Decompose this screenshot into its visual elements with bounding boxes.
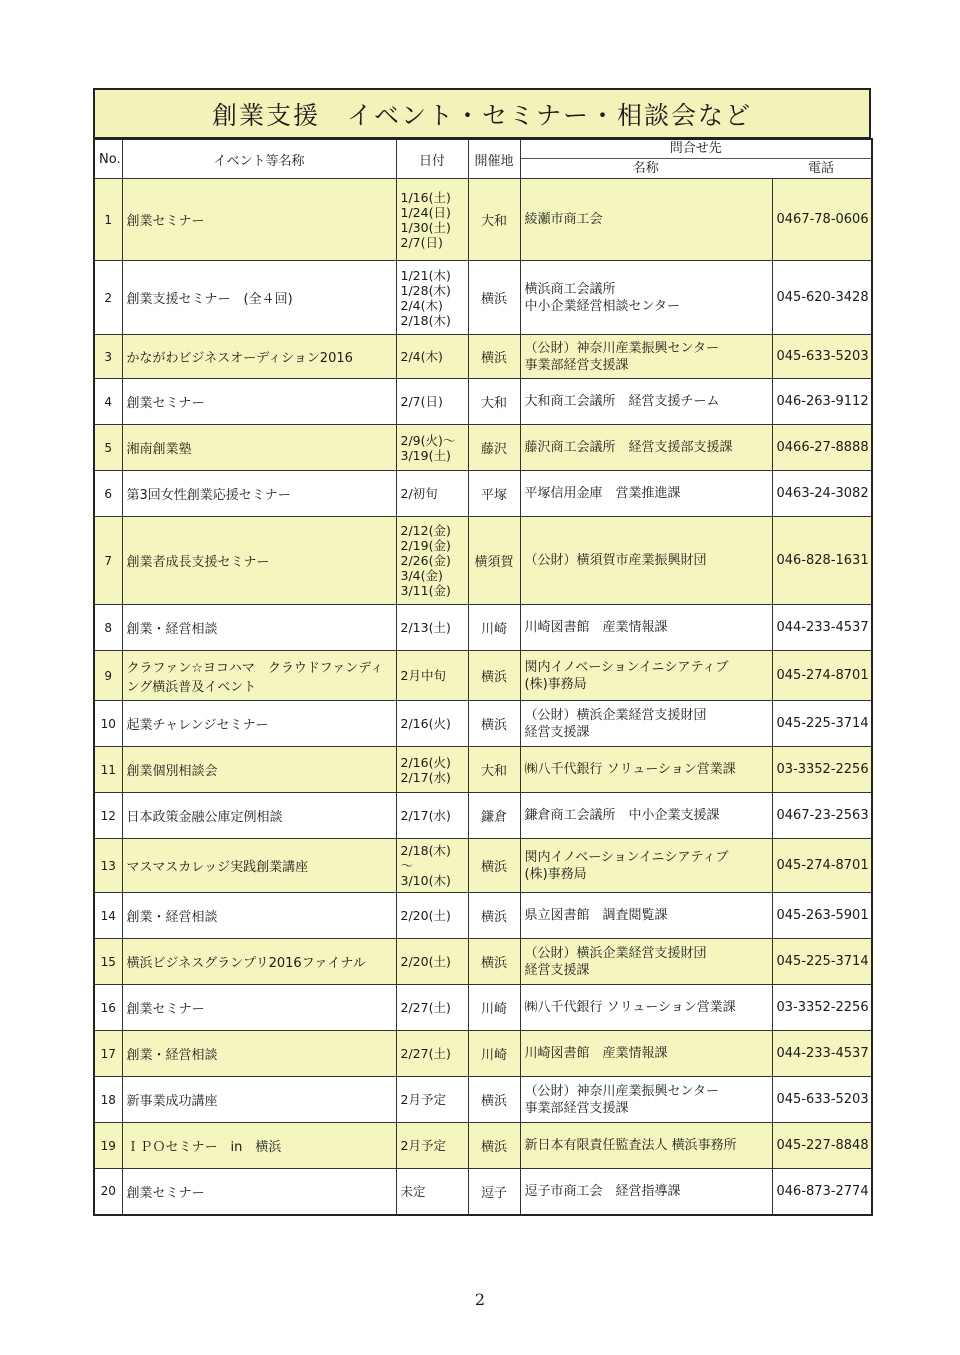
- contact-name-line: 鎌倉商工会議所 中小企業支援課: [524, 808, 720, 823]
- event-date: [396, 1031, 468, 1077]
- event-date: [396, 425, 468, 471]
- table-row: [94, 701, 872, 747]
- contact-tel: 046-263-9112: [772, 379, 872, 425]
- page-number: 2: [474, 1290, 486, 1309]
- event-name: かながわビジネスオーディション2016: [122, 335, 396, 379]
- contact-name-line: （公財）横浜企業経営支援財団: [524, 945, 707, 961]
- row-no: 18: [94, 1077, 122, 1123]
- table-row: [94, 471, 872, 517]
- table-row: [94, 1169, 872, 1215]
- row-no: 2: [94, 261, 122, 335]
- contact-name: [520, 701, 772, 747]
- event-date-line: 2/7(日): [400, 394, 443, 409]
- contact-name: [520, 747, 772, 793]
- table-row: [94, 517, 872, 605]
- event-date-line: 2/16(火): [400, 754, 451, 770]
- contact-tel: 03-3352-2256: [772, 747, 872, 793]
- event-venue: 横須賀: [468, 517, 520, 605]
- event-date: [396, 839, 468, 893]
- contact-name-line: （公財）横浜企業経営支援財団: [524, 707, 707, 723]
- contact-name-line: （公財）神奈川産業振興センター: [524, 1083, 719, 1099]
- row-no: 7: [94, 517, 122, 605]
- event-name: 湘南創業塾: [122, 425, 396, 471]
- event-date-line: 2/4(木): [400, 297, 443, 313]
- contact-tel: 03-3352-2256: [772, 985, 872, 1031]
- event-name: 創業個別相談会: [122, 747, 396, 793]
- event-date: [396, 517, 468, 605]
- contact-tel: 045-274-8701: [772, 839, 872, 893]
- contact-name: [520, 425, 772, 471]
- contact-name-line: 川崎図書館 産業情報課: [524, 620, 668, 635]
- contact-name-line: （公財）神奈川産業振興センター: [524, 340, 719, 356]
- event-date-line: 2/4(木): [400, 349, 443, 364]
- row-no: 4: [94, 379, 122, 425]
- event-date-line: 2/20(土): [400, 954, 451, 969]
- event-venue: 平塚: [468, 471, 520, 517]
- event-name: 創業セミナー: [122, 179, 396, 261]
- row-no: 15: [94, 939, 122, 985]
- event-date: [396, 747, 468, 793]
- contact-name: [520, 471, 772, 517]
- event-venue: 逗子: [468, 1169, 520, 1215]
- event-date-line: 2/18(木): [400, 843, 451, 858]
- event-venue: 川崎: [468, 605, 520, 651]
- event-date: [396, 1123, 468, 1169]
- event-venue: 川崎: [468, 1031, 520, 1077]
- event-date-line: 2/18(木): [400, 312, 451, 328]
- event-name: 創業支援セミナー (全４回): [122, 261, 396, 335]
- table-row: [94, 939, 872, 985]
- event-venue: 横浜: [468, 335, 520, 379]
- event-date: [396, 1169, 468, 1215]
- row-no: 13: [94, 839, 122, 893]
- header-name: イベント等名称: [122, 139, 396, 179]
- event-date: [396, 939, 468, 985]
- event-date: [396, 1077, 468, 1123]
- contact-name: [520, 1169, 772, 1215]
- row-no: 8: [94, 605, 122, 651]
- event-date-line: 1/21(木): [400, 267, 451, 283]
- contact-name: [520, 651, 772, 701]
- event-date-line: 2/19(金): [400, 538, 451, 553]
- contact-name: [520, 261, 772, 335]
- contact-name-line: 逗子市商工会 経営指導課: [524, 1183, 681, 1199]
- contact-name-line: 関内イノベーションイニシアティブ: [524, 659, 729, 675]
- row-no: 19: [94, 1123, 122, 1169]
- contact-name-line: 川崎図書館 産業情報課: [524, 1046, 668, 1061]
- event-name: 創業者成長支援セミナー: [122, 517, 396, 605]
- event-venue: 大和: [468, 379, 520, 425]
- event-venue: 横浜: [468, 839, 520, 893]
- event-venue: 鎌倉: [468, 793, 520, 839]
- event-date-line: 3/11(金): [400, 583, 451, 598]
- event-name: クラファン☆ヨコハマ クラウドファンディング横浜普及イベント: [122, 651, 396, 701]
- table-row: [94, 793, 872, 839]
- event-date-line: ～: [400, 858, 414, 873]
- row-no: 20: [94, 1169, 122, 1215]
- event-date: [396, 793, 468, 839]
- contact-tel: 044-233-4537: [772, 1031, 872, 1077]
- table-row: [94, 379, 872, 425]
- contact-name-line: ㈱八千代銀行 ソリューション営業課: [524, 1000, 736, 1015]
- contact-name: [520, 179, 772, 261]
- contact-name-line: 中小企業経営相談センター: [524, 298, 680, 314]
- contact-name: [520, 335, 772, 379]
- event-name: 起業チャレンジセミナー: [122, 701, 396, 747]
- contact-name: [520, 1077, 772, 1123]
- row-no: 10: [94, 701, 122, 747]
- contact-tel: 045-263-5901: [772, 893, 872, 939]
- event-table: [93, 138, 873, 1216]
- event-date-line: 2月予定: [400, 1092, 446, 1107]
- event-date: [396, 261, 468, 335]
- event-name: 創業セミナー: [122, 985, 396, 1031]
- contact-name: [520, 1123, 772, 1169]
- event-date-line: 2/7(日): [400, 234, 443, 250]
- table-row: [94, 747, 872, 793]
- contact-tel: 045-225-3714: [772, 701, 872, 747]
- contact-tel: 045-620-3428: [772, 261, 872, 335]
- event-date-line: 1/28(木): [400, 282, 451, 298]
- header-contact-title: 問合せ先: [521, 140, 872, 159]
- event-date: [396, 379, 468, 425]
- contact-tel: 046-873-2774: [772, 1169, 872, 1215]
- table-row: [94, 839, 872, 893]
- table-row: [94, 605, 872, 651]
- event-venue: 横浜: [468, 651, 520, 701]
- contact-name-line: ㈱八千代銀行 ソリューション営業課: [524, 762, 736, 777]
- event-date: [396, 335, 468, 379]
- event-date: [396, 651, 468, 701]
- contact-name: [520, 839, 772, 893]
- row-no: 9: [94, 651, 122, 701]
- event-venue: 横浜: [468, 1077, 520, 1123]
- contact-name: [520, 605, 772, 651]
- table-row: [94, 261, 872, 335]
- row-no: 6: [94, 471, 122, 517]
- event-venue: 横浜: [468, 893, 520, 939]
- event-venue: 藤沢: [468, 425, 520, 471]
- event-name: 日本政策金融公庫定例相談: [122, 793, 396, 839]
- event-date: [396, 471, 468, 517]
- event-date: [396, 985, 468, 1031]
- event-date-line: 2/26(金): [400, 553, 451, 568]
- header-venue: 開催地: [468, 139, 520, 179]
- event-date: [396, 893, 468, 939]
- contact-name-line: (株)事務局: [524, 676, 587, 692]
- contact-name-line: (株)事務局: [524, 866, 587, 882]
- contact-name-line: 事業部経営支援課: [524, 357, 629, 373]
- contact-tel: 045-225-3714: [772, 939, 872, 985]
- contact-tel: 045-274-8701: [772, 651, 872, 701]
- header-no: No.: [94, 139, 122, 179]
- contact-tel: 0463-24-3082: [772, 471, 872, 517]
- event-date-line: 2/9(火)～: [400, 432, 456, 448]
- row-no: 16: [94, 985, 122, 1031]
- contact-name-line: 県立図書館 調査閲覧課: [524, 908, 668, 923]
- event-name: ＩＰＯセミナー in 横浜: [122, 1123, 396, 1169]
- header-date: 日付: [396, 139, 468, 179]
- event-date: [396, 701, 468, 747]
- contact-name: [520, 1031, 772, 1077]
- row-no: 1: [94, 179, 122, 261]
- event-date-line: 2/12(金): [400, 523, 451, 538]
- table-row: [94, 651, 872, 701]
- contact-name-line: 関内イノベーションイニシアティブ: [524, 849, 729, 865]
- table-header-row: [94, 139, 872, 179]
- contact-name: [520, 985, 772, 1031]
- contact-name: [520, 379, 772, 425]
- table-row: [94, 1031, 872, 1077]
- event-date-line: 1/16(土): [400, 189, 451, 205]
- contact-name: [520, 939, 772, 985]
- table-row: [94, 893, 872, 939]
- event-date-line: 3/19(土): [400, 447, 451, 463]
- page-title: 創業支援 イベント・セミナー・相談会など: [93, 88, 871, 138]
- contact-name-line: 大和商工会議所 経営支援チーム: [524, 394, 720, 409]
- event-date-line: 1/24(日): [400, 204, 451, 220]
- event-date-line: 3/4(金): [400, 568, 443, 583]
- contact-name-line: 平塚信用金庫 営業推進課: [524, 486, 681, 501]
- table-row: [94, 1077, 872, 1123]
- contact-tel: 0466-27-8888: [772, 425, 872, 471]
- table-row: [94, 425, 872, 471]
- event-name: 創業・経営相談: [122, 605, 396, 651]
- header-contact-name: 名称: [632, 161, 659, 176]
- row-no: 5: [94, 425, 122, 471]
- event-date-line: 2/13(土): [400, 620, 451, 635]
- event-name: 横浜ビジネスグランプリ2016ファイナル: [122, 939, 396, 985]
- event-venue: 横浜: [468, 939, 520, 985]
- event-name: マスマスカレッジ実践創業講座: [122, 839, 396, 893]
- table-row: [94, 985, 872, 1031]
- contact-name-line: 事業部経営支援課: [524, 1100, 629, 1116]
- contact-tel: 0467-23-2563: [772, 793, 872, 839]
- contact-name-line: 新日本有限責任監査法人 横浜事務所: [524, 1138, 737, 1153]
- header-contact: [520, 139, 872, 179]
- event-venue: 横浜: [468, 261, 520, 335]
- event-venue: 大和: [468, 747, 520, 793]
- row-no: 11: [94, 747, 122, 793]
- event-name: 第3回女性創業応援セミナー: [122, 471, 396, 517]
- contact-name: [520, 517, 772, 605]
- event-date-line: 2/17(水): [400, 769, 451, 785]
- row-no: 14: [94, 893, 122, 939]
- event-date: [396, 179, 468, 261]
- row-no: 3: [94, 335, 122, 379]
- contact-name-line: 横浜商工会議所: [524, 281, 616, 297]
- event-date-line: 2/27(土): [400, 1046, 451, 1061]
- event-date-line: 2/27(土): [400, 1000, 451, 1015]
- event-name: 創業セミナー: [122, 379, 396, 425]
- row-no: 17: [94, 1031, 122, 1077]
- contact-tel: 0467-78-0606: [772, 179, 872, 261]
- event-date-line: 2/20(土): [400, 908, 451, 923]
- event-date-line: 2月中旬: [400, 668, 446, 683]
- event-name: 新事業成功講座: [122, 1077, 396, 1123]
- contact-name: [520, 793, 772, 839]
- contact-name-line: 綾瀬市商工会: [524, 212, 603, 227]
- event-date-line: 3/10(木): [400, 873, 451, 888]
- contact-name-line: 経営支援課: [524, 724, 590, 740]
- header-contact-tel: 電話: [808, 161, 835, 176]
- event-date-line: 未定: [400, 1183, 426, 1199]
- table-row: [94, 179, 872, 261]
- event-sheet: [93, 88, 871, 1216]
- event-name: 創業・経営相談: [122, 1031, 396, 1077]
- row-no: 12: [94, 793, 122, 839]
- event-name: 創業セミナー: [122, 1169, 396, 1215]
- contact-tel: 046-828-1631: [772, 517, 872, 605]
- contact-tel: 045-633-5203: [772, 1077, 872, 1123]
- contact-name: [520, 893, 772, 939]
- event-venue: 横浜: [468, 1123, 520, 1169]
- contact-name-line: （公財）横須賀市産業振興財団: [524, 553, 707, 568]
- contact-name-line: 藤沢商工会議所 経営支援部支援課: [524, 440, 733, 455]
- contact-name-line: 経営支援課: [524, 962, 590, 978]
- event-date: [396, 605, 468, 651]
- contact-tel: 045-227-8848: [772, 1123, 872, 1169]
- event-venue: 横浜: [468, 701, 520, 747]
- event-name: 創業・経営相談: [122, 893, 396, 939]
- event-date-line: 2/初旬: [400, 486, 438, 501]
- event-venue: 川崎: [468, 985, 520, 1031]
- table-row: [94, 335, 872, 379]
- contact-tel: 045-633-5203: [772, 335, 872, 379]
- contact-tel: 044-233-4537: [772, 605, 872, 651]
- table-row: [94, 1123, 872, 1169]
- event-date-line: 1/30(土): [400, 219, 451, 235]
- event-date-line: 2/16(火): [400, 716, 451, 731]
- event-venue: 大和: [468, 179, 520, 261]
- event-date-line: 2/17(水): [400, 808, 451, 823]
- event-date-line: 2月予定: [400, 1138, 446, 1153]
